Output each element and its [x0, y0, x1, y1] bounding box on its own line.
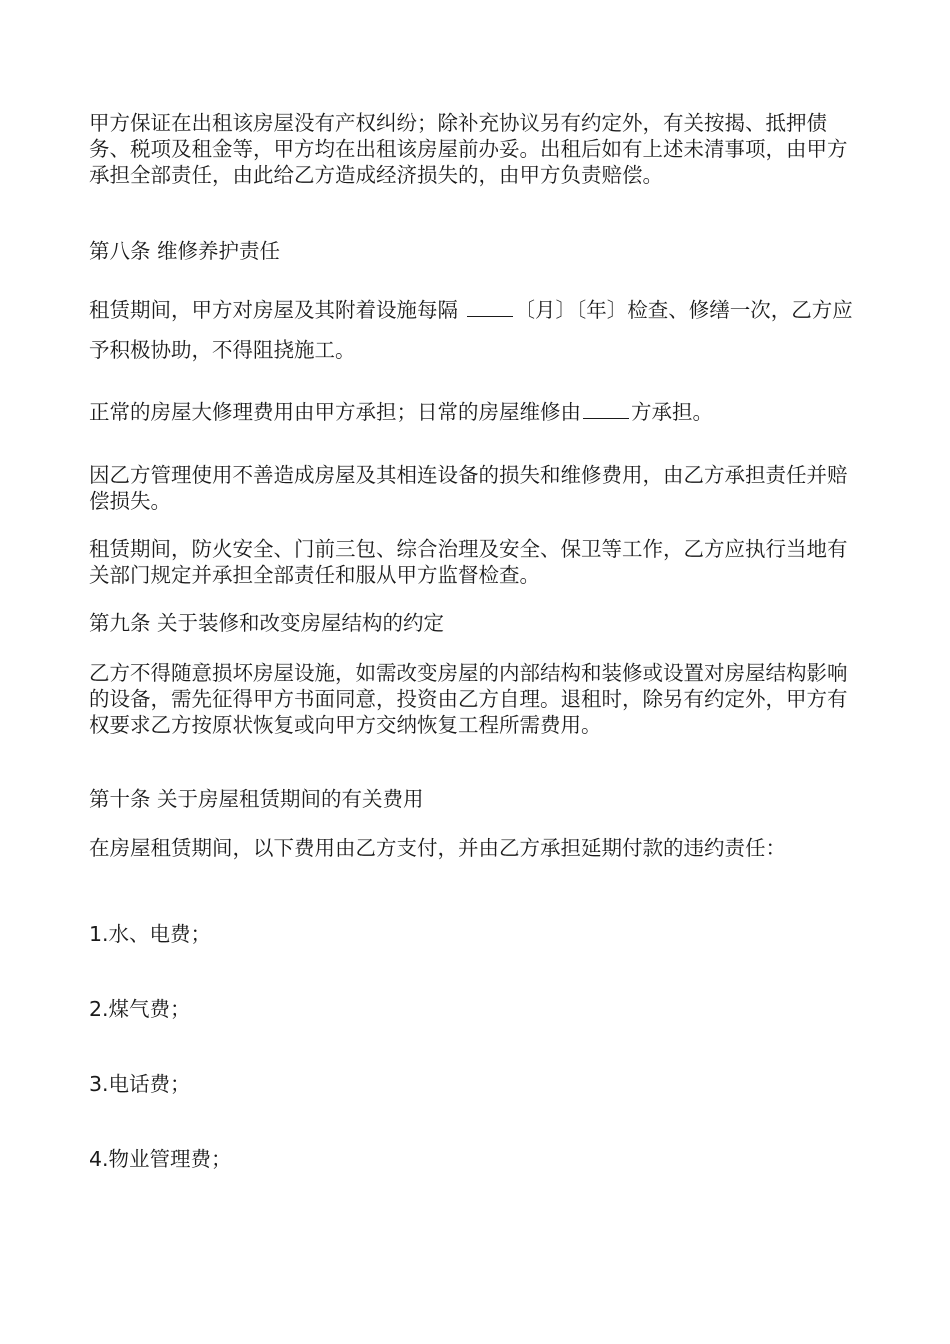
- repair-party-blank: [583, 418, 629, 419]
- paragraph-fees-intro: 在房屋租赁期间，以下费用由乙方支付，并由乙方承担延期付款的违约责任：: [89, 836, 786, 860]
- paragraph-landlord-guarantee: 甲方保证在出租该房屋没有产权纠纷；除补充协议另有约定外，有关按揭、抵押债务、税项及租金等，甲方均在出租该房屋前办妥。出租后如有上述未清事项，由甲方承担全部责任，由此给乙方造成经济损失的，由甲方负责赔偿。: [89, 111, 848, 187]
- article-8-heading: 第八条 维修养护责任: [89, 239, 281, 263]
- paragraph-inspection: [89, 290, 864, 370]
- inspection-interval-blank: [467, 316, 513, 317]
- paragraph-tenant-damage: 因乙方管理使用不善造成房屋及其相连设备的损失和维修费用，由乙方承担责任并赔偿损失。: [89, 463, 848, 513]
- fee-item: 2.煤气费；: [89, 997, 191, 1021]
- fee-item: 3.电话费；: [89, 1072, 191, 1096]
- fee-item: 1.水、电费；: [89, 922, 212, 946]
- paragraph-safety-duties: 租赁期间，防火安全、门前三包、综合治理及安全、保卫等工作，乙方应执行当地有关部门规定并承担全部责任和服从甲方监督检查。: [89, 537, 848, 587]
- article-9-heading: 第九条 关于装修和改变房屋结构的约定: [89, 611, 445, 635]
- paragraph-renovation: 乙方不得随意损坏房屋设施，如需改变房屋的内部结构和装修或设置对房屋结构影响的设备，需先征得甲方书面同意，投资由乙方自理。退租时，除另有约定外，甲方有权要求乙方按原状恢复或向甲方交纳恢复工程所需费用。: [89, 661, 848, 737]
- paragraph-repair-text-end: 方承担。: [631, 400, 713, 424]
- fee-item: 4.物业管理费；: [89, 1147, 232, 1171]
- article-10-heading: 第十条 关于房屋租赁期间的有关费用: [89, 787, 424, 811]
- paragraph-inspection-text-end: 〔月〕〔年〕检查、修缮一次，乙方应予积极协助，不得阻挠施工。: [89, 298, 853, 362]
- paragraph-inspection-text-start: 租赁期间，甲方对房屋及其附着设施每隔: [89, 298, 465, 322]
- paragraph-repair-costs: [89, 399, 864, 425]
- paragraph-repair-text-start: 正常的房屋大修理费用由甲方承担；日常的房屋维修由: [89, 400, 581, 424]
